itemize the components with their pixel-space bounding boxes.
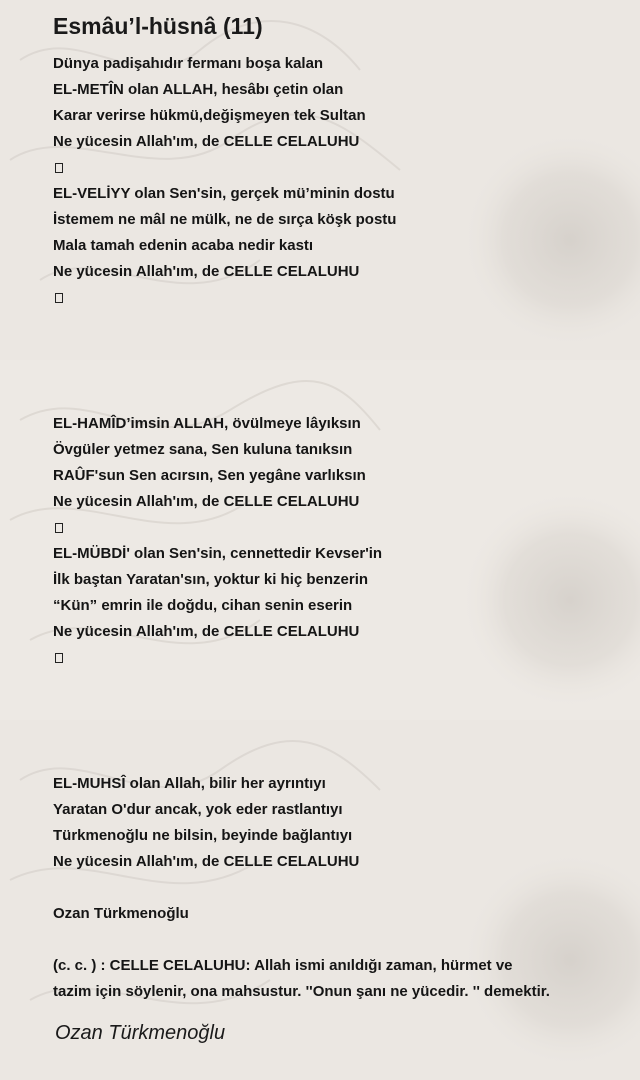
- footnote-line: (c. c. ) : CELLE CELALUHU: Allah ismi anıldığı zaman, hürmet ve: [53, 957, 513, 974]
- poem-line: EL-HAMÎD’imsin ALLAH, övülmeye lâyıksın: [53, 415, 361, 432]
- poem-line: EL-VELİYY olan Sen'sin, gerçek mü’minin dostu: [53, 185, 395, 202]
- poem-line: “Kün” emrin ile doğdu, cihan senin eserin: [53, 597, 353, 614]
- poem-line: Ne yücesin Allah'ım, de CELLE CELALUHU: [53, 263, 360, 280]
- placeholder-glyph-icon: [55, 293, 63, 303]
- poem-line: Mala tamah edenin acaba nedir kastı: [53, 237, 314, 254]
- author-signature: Ozan Türkmenoğlu: [55, 1022, 226, 1044]
- poem-line: Türkmenoğlu ne bilsin, beyinde bağlantıyı: [53, 827, 353, 844]
- poem-line: Ne yücesin Allah'ım, de CELLE CELALUHU: [53, 853, 360, 870]
- poem-line: Övgüler yetmez sana, Sen kuluna tanıksın: [53, 441, 353, 458]
- poem-line: RAÛF'sun Sen acırsın, Sen yegâne varlıksın: [53, 467, 366, 484]
- footnote-line: tazim için söylenir, ona mahsustur. ''Onun şanı ne yücedir. '' demektir.: [53, 983, 550, 1000]
- placeholder-glyph-icon: [55, 163, 63, 173]
- poem-line: Ne yücesin Allah'ım, de CELLE CELALUHU: [53, 133, 360, 150]
- poem-line: Yaratan O'dur ancak, yok eder rastlantıyı: [53, 801, 343, 818]
- poem-line: EL-MÜBDİ' olan Sen'sin, cennettedir Kevser'in: [53, 545, 383, 562]
- poem-line: Dünya padişahıdır fermanı boşa kalan: [53, 55, 324, 72]
- poem-line: İlk baştan Yaratan'sın, yoktur ki hiç benzerin: [53, 571, 369, 588]
- poem-line: Ne yücesin Allah'ım, de CELLE CELALUHU: [53, 623, 360, 640]
- poem-line: EL-METÎN olan ALLAH, hesâbı çetin olan: [53, 81, 344, 98]
- poem-line: Ne yücesin Allah'ım, de CELLE CELALUHU: [53, 493, 360, 510]
- author-line: Ozan Türkmenoğlu: [53, 905, 189, 922]
- poem-line: İstemem ne mâl ne mülk, ne de sırça köşk postu: [53, 211, 397, 228]
- placeholder-glyph-icon: [55, 523, 63, 533]
- placeholder-glyph-icon: [55, 653, 63, 663]
- poem-line: Karar verirse hükmü,değişmeyen tek Sultan: [53, 107, 366, 124]
- poem-title: Esmâu’l-hüsnâ (11): [53, 13, 263, 39]
- poem-line: EL-MUHSÎ olan Allah, bilir her ayrıntıyı: [53, 775, 326, 792]
